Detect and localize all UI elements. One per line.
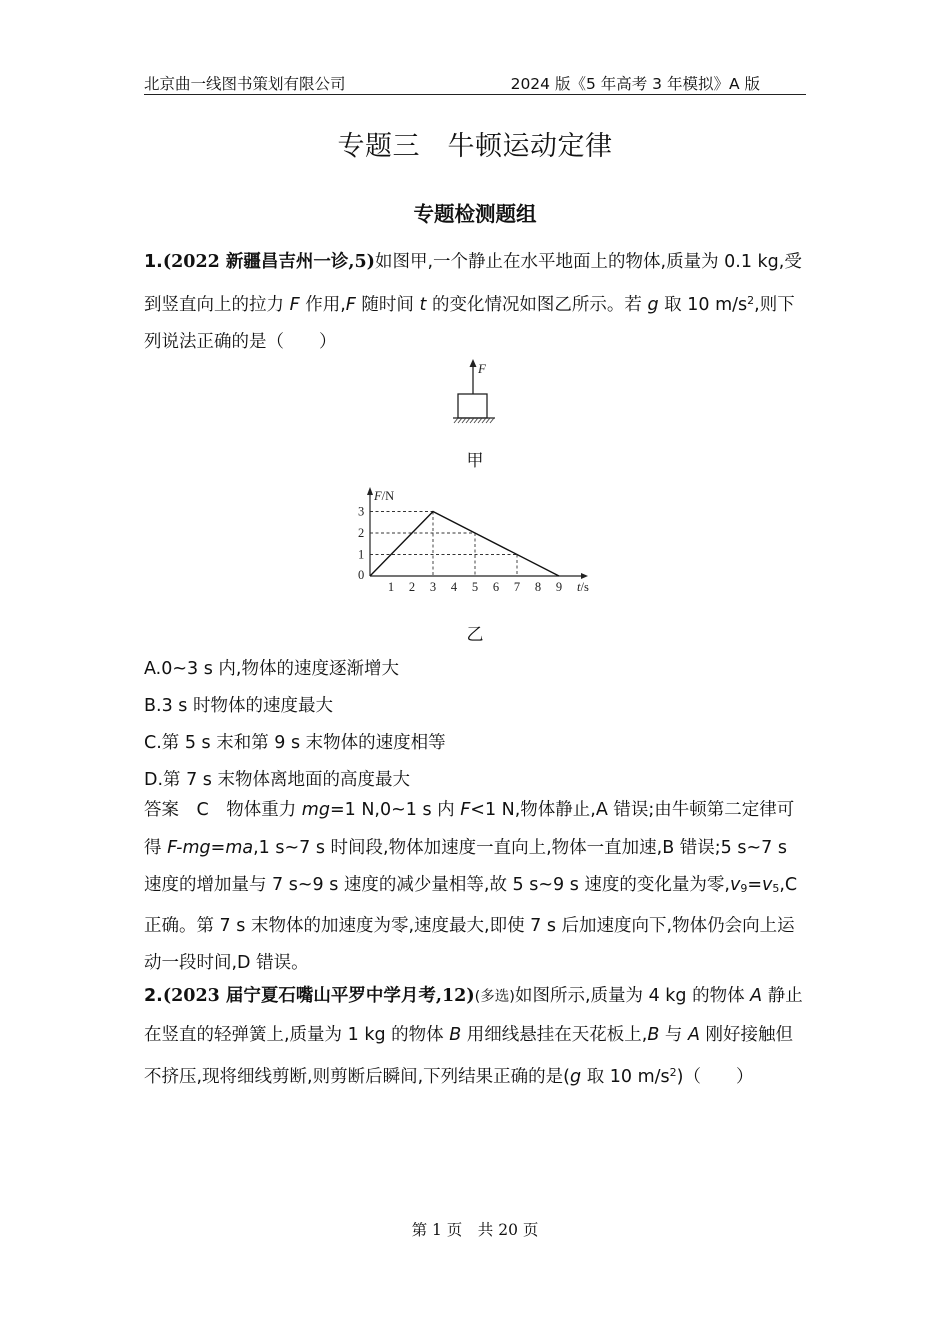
stem-text: 取 10 m/s [658,294,748,315]
figure-2-caption: 乙 [466,625,484,645]
x-tick-label: 5 [471,580,479,594]
superscript: 2 [669,1066,677,1079]
option-a: A.0~3 s 内,物体的速度逐渐增大 [144,659,399,679]
page-footer: 第 1 页 共 20 页 [411,1221,539,1239]
stem-text: 静止在竖直的轻弹簧上,质量为 1 kg 的物体 [144,986,803,1045]
stem-text: 用细线悬挂在天花板上, [461,1024,648,1045]
option-b: B.3 s 时物体的速度最大 [144,696,333,716]
equation: F-mg=ma [167,837,254,858]
var-A: A [750,986,763,1006]
x-axis-label: t/s [577,580,589,594]
f-t-chart [350,476,600,600]
stem-text: 的变化情况如图乙所示。若 [426,294,648,315]
answer-text: =1 N,0~1 s 内 [329,800,461,820]
x-tick-label: 7 [513,580,521,594]
y-tick-label: 1 [358,547,365,562]
var-F: F [345,294,356,315]
answer-text: 物体重力 [226,800,302,820]
y-axis-arrowhead [367,487,373,495]
question-2-source: (2023 届宁夏石嘴山平罗中学月考,12) [162,986,475,1006]
question-1-stem [144,244,806,362]
answer-text: = [747,875,762,895]
stem-text: 如图甲,一个静止在水平地面上的物体,质量为 0.1 kg,受到竖直向上的拉力 [144,252,802,315]
var-g: g [647,294,659,315]
superscript: 2 [747,293,755,307]
question-1-answer [144,792,806,983]
multi-select-tag: (多选) [474,989,515,1005]
answer-text: ,C 正确。第 7 s 末物体的加速度为零,速度最大,即使 7 s 后加速度向下,物体仍会向上运动一段时间,D 错误。 [144,875,798,973]
x-tick-label: 6 [492,580,500,594]
var-mg: mg [301,800,330,820]
stem-text: 与 [659,1024,688,1045]
y-tick-label: 3 [358,504,365,519]
page-header [144,70,806,95]
option-c: C.第 5 s 末和第 9 s 末物体的速度相等 [144,733,446,753]
stem-text: 刚好接触但不挤压,现将细线剪断,则剪断后瞬间,下列结果正确的是( [144,1024,794,1087]
ground-hatching [454,418,494,423]
header-edition: 2024 版《5 年高考 3 年模拟》A 版 [510,75,760,93]
page-title: 专题三 牛顿运动定律 [337,131,613,162]
answer-text: <1 N,物体静止,A 错误;由牛顿第二定律可得 [144,800,795,858]
option-d: D.第 7 s 末物体离地面的高度最大 [144,770,410,790]
series-line-F [370,512,559,577]
x-tick-label: 1 [387,580,395,594]
subscript: 9 [740,882,748,895]
subscript: 5 [772,882,780,895]
x-tick-label: 3 [429,580,437,594]
stem-text: 取 10 m/s [581,1067,670,1087]
force-label: F [478,361,486,376]
origin-label: 0 [358,568,365,582]
y-axis-label: F/N [374,489,395,503]
var-v: v [729,875,741,895]
x-tick-label: 9 [555,580,563,594]
y-tick-label: 2 [358,526,365,540]
block [458,394,487,418]
x-tick-label: 2 [408,580,416,594]
stem-text: 随时间 [355,294,420,315]
x-tick-label: 8 [534,580,542,594]
var-t: t [419,294,427,315]
var-g: g [570,1067,582,1087]
question-1-number: 1. [144,252,163,272]
question-2-stem [144,978,806,1097]
stem-text: 如图所示,质量为 4 kg 的物体 [514,986,751,1006]
var-v: v [762,875,773,895]
x-axis-arrowhead [581,573,588,579]
question-1-source: (2022 新疆昌吉州一诊,5) [162,252,375,272]
stem-text: )（ ） [676,1067,754,1087]
section-subtitle: 专题检测题组 [413,202,537,226]
var-F: F [289,294,300,315]
force-arrowhead [470,359,477,367]
figure-1-caption: 甲 [466,451,484,471]
figure-block-on-ground [440,356,510,430]
answer-text: ,1 s~7 s 时间段,物体加速度一直向上,物体一直加速,B 错误;5 s~7 s 速度的增加量与 7 s~9 s 速度的减少量相等,故 5 s~9 s 速度的变化量为零, [144,837,787,895]
answer-label: 答案 C [144,800,227,820]
stem-text: 作用, [299,294,346,315]
var-F: F [460,800,471,820]
header-publisher: 北京曲一线图书策划有限公司 [144,75,346,93]
var-A: A [688,1024,700,1045]
var-B: B [647,1024,660,1045]
x-tick-label: 4 [450,580,458,594]
var-B: B [449,1024,462,1045]
question-2-number: 2. [144,986,163,1006]
stem-text: ,则下列说法正确的是（ ） [144,294,795,352]
